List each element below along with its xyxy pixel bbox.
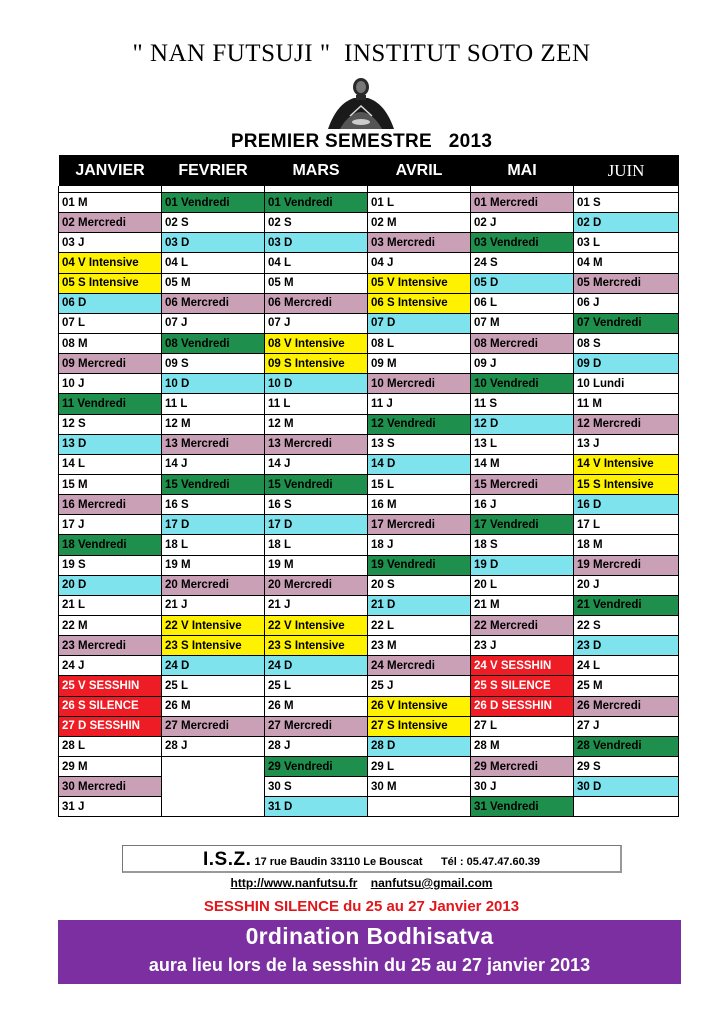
day-cell: 07 J: [265, 313, 368, 333]
calendar-row: [59, 595, 679, 615]
calendar-row: [59, 193, 679, 213]
day-cell: 26 D SESSHIN: [471, 696, 574, 716]
day-cell: 21 J: [265, 595, 368, 615]
calendar-body: [59, 186, 679, 817]
day-cell: 07 L: [59, 313, 162, 333]
calendar-row: [59, 474, 679, 494]
day-cell: 18 J: [368, 535, 471, 555]
day-cell: 13 S: [368, 434, 471, 454]
day-cell: 14 D: [368, 454, 471, 474]
day-cell: 08 V Intensive: [265, 333, 368, 353]
day-cell: 29 Vendredi: [265, 756, 368, 776]
day-cell: 06 Mercredi: [162, 293, 265, 313]
day-cell: 06 S Intensive: [368, 293, 471, 313]
day-cell: 10 Vendredi: [471, 374, 574, 394]
calendar-table: [58, 155, 679, 817]
day-cell: 28 M: [471, 736, 574, 756]
day-cell: 29 S: [574, 756, 679, 776]
day-cell: 26 V Intensive: [368, 696, 471, 716]
day-cell: 16 Mercredi: [59, 495, 162, 515]
calendar-row: [59, 273, 679, 293]
day-cell: 25 S SILENCE: [471, 676, 574, 696]
day-cell: 06 L: [471, 293, 574, 313]
day-cell: 08 Vendredi: [162, 333, 265, 353]
day-cell: 24 V SESSHIN: [471, 656, 574, 676]
day-cell: 15 Vendredi: [265, 474, 368, 494]
day-cell: 18 M: [574, 535, 679, 555]
day-cell: 28 J: [162, 736, 265, 756]
day-cell: 04 L: [162, 253, 265, 273]
day-cell: 31 J: [59, 797, 162, 817]
day-cell: 27 L: [471, 716, 574, 736]
day-cell: 12 D: [471, 414, 574, 434]
day-cell: 24 J: [59, 656, 162, 676]
day-cell: 30 Mercredi: [59, 777, 162, 797]
address-box: [122, 845, 622, 873]
website-link[interactable]: http://www.nanfutsu.fr: [230, 876, 358, 890]
calendar-row: [59, 454, 679, 474]
phone-text: Tél : 05.47.47.60.39: [440, 856, 541, 868]
day-cell: 30 M: [368, 777, 471, 797]
sesshin-notice: SESSHIN SILENCE du 25 au 27 Janvier 2013: [203, 898, 520, 915]
calendar-row: [59, 354, 679, 374]
day-cell: 08 S: [574, 333, 679, 353]
day-cell: 16 M: [368, 495, 471, 515]
day-cell: 25 L: [162, 676, 265, 696]
calendar-row: [59, 615, 679, 635]
day-cell: 26 S SILENCE: [59, 696, 162, 716]
day-cell: 17 Mercredi: [368, 515, 471, 535]
page-title: " NAN FUTSUJI " INSTITUT SOTO ZEN: [132, 40, 591, 67]
day-cell: 19 S: [59, 555, 162, 575]
day-cell: 23 D: [574, 636, 679, 656]
day-cell: 19 M: [162, 555, 265, 575]
calendar-row: [59, 575, 679, 595]
day-cell: 16 D: [574, 495, 679, 515]
day-cell: 01 Mercredi: [471, 193, 574, 213]
month-header-mars: MARS: [265, 155, 368, 186]
day-cell: 19 Mercredi: [574, 555, 679, 575]
day-cell: 05 Mercredi: [574, 273, 679, 293]
day-cell: 31 D: [265, 797, 368, 817]
calendar-row: [59, 253, 679, 273]
calendar-row: [59, 293, 679, 313]
day-cell: 14 L: [59, 454, 162, 474]
day-cell: 07 M: [471, 313, 574, 333]
day-cell: 29 M: [59, 756, 162, 776]
calendar-row: [59, 374, 679, 394]
day-cell: 07 Vendredi: [574, 313, 679, 333]
day-cell: 21 J: [162, 595, 265, 615]
day-cell: 11 L: [162, 394, 265, 414]
banner-subtitle: aura lieu lors de la sesshin du 25 au 27 janvier 2013: [148, 955, 591, 975]
day-cell: 27 Mercredi: [162, 716, 265, 736]
day-cell: 15 L: [368, 474, 471, 494]
day-cell: 21 Vendredi: [574, 595, 679, 615]
day-cell: 19 Vendredi: [368, 555, 471, 575]
day-cell: 28 Vendredi: [574, 736, 679, 756]
day-cell: 01 S: [574, 193, 679, 213]
calendar-row: [59, 213, 679, 233]
month-header-mai: MAI: [471, 155, 574, 186]
day-cell: 14 M: [471, 454, 574, 474]
day-cell: 15 M: [59, 474, 162, 494]
day-cell: 07 D: [368, 313, 471, 333]
day-cell: 02 D: [574, 213, 679, 233]
day-cell: 06 D: [59, 293, 162, 313]
contact-links: [0, 876, 723, 890]
day-cell: 30 D: [574, 777, 679, 797]
day-cell: 14 J: [265, 454, 368, 474]
day-cell: 01 Vendredi: [162, 193, 265, 213]
day-cell: [162, 756, 265, 776]
day-cell: 23 Mercredi: [59, 636, 162, 656]
day-cell: 06 J: [574, 293, 679, 313]
day-cell: [162, 797, 265, 817]
day-cell: 04 J: [368, 253, 471, 273]
day-cell: [574, 797, 679, 817]
calendar-row: [59, 736, 679, 756]
meditating-monk-logo: [320, 72, 402, 130]
org-name: I.S.Z.: [202, 849, 252, 870]
day-cell: 05 S Intensive: [59, 273, 162, 293]
day-cell: 17 J: [59, 515, 162, 535]
day-cell: 30 S: [265, 777, 368, 797]
day-cell: 17 D: [162, 515, 265, 535]
month-header-janvier: JANVIER: [59, 155, 162, 186]
day-cell: 11 L: [265, 394, 368, 414]
day-cell: 24 L: [574, 656, 679, 676]
day-cell: 20 D: [59, 575, 162, 595]
day-cell: 23 S Intensive: [265, 636, 368, 656]
day-cell: 21 L: [59, 595, 162, 615]
address-text: 17 rue Baudin 33110 Le Bouscat: [254, 856, 423, 868]
day-cell: 12 M: [162, 414, 265, 434]
calendar-row: [59, 394, 679, 414]
calendar-row: [59, 233, 679, 253]
day-cell: 09 M: [368, 354, 471, 374]
day-cell: 25 M: [574, 676, 679, 696]
calendar-row: [59, 696, 679, 716]
day-cell: 01 L: [368, 193, 471, 213]
month-header-fevrier: FEVRIER: [162, 155, 265, 186]
calendar-row: [59, 636, 679, 656]
day-cell: 22 Mercredi: [471, 615, 574, 635]
day-cell: 13 L: [471, 434, 574, 454]
day-cell: 10 J: [59, 374, 162, 394]
calendar-row: [59, 756, 679, 776]
day-cell: 05 M: [265, 273, 368, 293]
day-cell: 26 Mercredi: [574, 696, 679, 716]
day-cell: 12 M: [265, 414, 368, 434]
day-cell: 11 J: [368, 394, 471, 414]
day-cell: 16 S: [162, 495, 265, 515]
calendar-row: [59, 414, 679, 434]
calendar-row: [59, 535, 679, 555]
day-cell: 09 J: [471, 354, 574, 374]
day-cell: 10 Mercredi: [368, 374, 471, 394]
day-cell: 20 J: [574, 575, 679, 595]
email-link[interactable]: nanfutsu@gmail.com: [370, 876, 493, 890]
day-cell: 12 Mercredi: [574, 414, 679, 434]
calendar-row: [59, 797, 679, 817]
day-cell: 24 S: [471, 253, 574, 273]
day-cell: 08 L: [368, 333, 471, 353]
day-cell: 03 J: [59, 233, 162, 253]
day-cell: 02 M: [368, 213, 471, 233]
day-cell: 20 S: [368, 575, 471, 595]
day-cell: 02 J: [471, 213, 574, 233]
day-cell: 02 S: [265, 213, 368, 233]
day-cell: 06 Mercredi: [265, 293, 368, 313]
day-cell: 11 Vendredi: [59, 394, 162, 414]
day-cell: 09 D: [574, 354, 679, 374]
day-cell: 13 Mercredi: [162, 434, 265, 454]
day-cell: 20 Mercredi: [265, 575, 368, 595]
day-cell: 12 Vendredi: [368, 414, 471, 434]
day-cell: 27 S Intensive: [368, 716, 471, 736]
day-cell: 17 Vendredi: [471, 515, 574, 535]
day-cell: 09 S: [162, 354, 265, 374]
day-cell: 22 V Intensive: [162, 615, 265, 635]
day-cell: 23 J: [471, 636, 574, 656]
day-cell: 15 S Intensive: [574, 474, 679, 494]
calendar-row: [59, 676, 679, 696]
day-cell: 12 S: [59, 414, 162, 434]
calendar-row: [59, 495, 679, 515]
banner-title: 0rdination Bodhisatva: [245, 923, 494, 949]
day-cell: 29 Mercredi: [471, 756, 574, 776]
day-cell: 26 M: [162, 696, 265, 716]
day-cell: 01 M: [59, 193, 162, 213]
ordination-banner: [58, 920, 681, 984]
day-cell: 30 J: [471, 777, 574, 797]
day-cell: 18 Vendredi: [59, 535, 162, 555]
day-cell: [368, 797, 471, 817]
day-cell: 20 Mercredi: [162, 575, 265, 595]
day-cell: 20 L: [471, 575, 574, 595]
day-cell: 11 M: [574, 394, 679, 414]
day-cell: 29 L: [368, 756, 471, 776]
calendar-row: [59, 313, 679, 333]
calendar-row: [59, 555, 679, 575]
day-cell: 25 J: [368, 676, 471, 696]
day-cell: 17 L: [574, 515, 679, 535]
day-cell: 19 M: [265, 555, 368, 575]
day-cell: 16 S: [265, 495, 368, 515]
day-cell: 24 D: [265, 656, 368, 676]
day-cell: 09 S Intensive: [265, 354, 368, 374]
day-cell: 28 D: [368, 736, 471, 756]
day-cell: 01 Vendredi: [265, 193, 368, 213]
day-cell: 18 S: [471, 535, 574, 555]
day-cell: 27 J: [574, 716, 679, 736]
day-cell: 03 Mercredi: [368, 233, 471, 253]
calendar-row: [59, 333, 679, 353]
day-cell: 19 D: [471, 555, 574, 575]
day-cell: 07 J: [162, 313, 265, 333]
day-cell: 02 S: [162, 213, 265, 233]
day-cell: 04 L: [265, 253, 368, 273]
day-cell: 09 Mercredi: [59, 354, 162, 374]
day-cell: 31 Vendredi: [471, 797, 574, 817]
calendar-row: [59, 656, 679, 676]
day-cell: 04 M: [574, 253, 679, 273]
semester-heading: PREMIER SEMESTRE 2013: [230, 131, 493, 152]
day-cell: 03 L: [574, 233, 679, 253]
day-cell: 14 J: [162, 454, 265, 474]
day-cell: 17 D: [265, 515, 368, 535]
day-cell: 22 S: [574, 615, 679, 635]
month-header-avril: AVRIL: [368, 155, 471, 186]
day-cell: 23 M: [368, 636, 471, 656]
day-cell: 08 M: [59, 333, 162, 353]
day-cell: 21 D: [368, 595, 471, 615]
day-cell: 13 Mercredi: [265, 434, 368, 454]
day-cell: 24 D: [162, 656, 265, 676]
day-cell: 10 D: [162, 374, 265, 394]
day-cell: 21 M: [471, 595, 574, 615]
day-cell: 13 D: [59, 434, 162, 454]
day-cell: 22 M: [59, 615, 162, 635]
day-cell: 03 Vendredi: [471, 233, 574, 253]
day-cell: 10 D: [265, 374, 368, 394]
day-cell: 25 L: [265, 676, 368, 696]
day-cell: 11 S: [471, 394, 574, 414]
day-cell: 05 D: [471, 273, 574, 293]
day-cell: 22 V Intensive: [265, 615, 368, 635]
day-cell: 08 Mercredi: [471, 333, 574, 353]
day-cell: 03 D: [265, 233, 368, 253]
day-cell: 27 Mercredi: [265, 716, 368, 736]
calendar-row: [59, 716, 679, 736]
day-cell: 03 D: [162, 233, 265, 253]
day-cell: 28 L: [59, 736, 162, 756]
day-cell: 23 S Intensive: [162, 636, 265, 656]
day-cell: 25 V SESSHIN: [59, 676, 162, 696]
calendar-row: [59, 515, 679, 535]
calendar-row: [59, 434, 679, 454]
day-cell: 13 J: [574, 434, 679, 454]
day-cell: 16 J: [471, 495, 574, 515]
day-cell: 28 J: [265, 736, 368, 756]
calendar-row: [59, 777, 679, 797]
day-cell: 18 L: [265, 535, 368, 555]
day-cell: [162, 777, 265, 797]
day-cell: 05 M: [162, 273, 265, 293]
day-cell: 26 M: [265, 696, 368, 716]
day-cell: 10 Lundi: [574, 374, 679, 394]
day-cell: 05 V Intensive: [368, 273, 471, 293]
month-header-juin: JUIN: [574, 155, 679, 186]
day-cell: 18 L: [162, 535, 265, 555]
day-cell: 15 Mercredi: [471, 474, 574, 494]
day-cell: 02 Mercredi: [59, 213, 162, 233]
day-cell: 15 Vendredi: [162, 474, 265, 494]
day-cell: 22 L: [368, 615, 471, 635]
day-cell: 24 Mercredi: [368, 656, 471, 676]
day-cell: 04 V Intensive: [59, 253, 162, 273]
day-cell: 14 V Intensive: [574, 454, 679, 474]
day-cell: 27 D SESSHIN: [59, 716, 162, 736]
